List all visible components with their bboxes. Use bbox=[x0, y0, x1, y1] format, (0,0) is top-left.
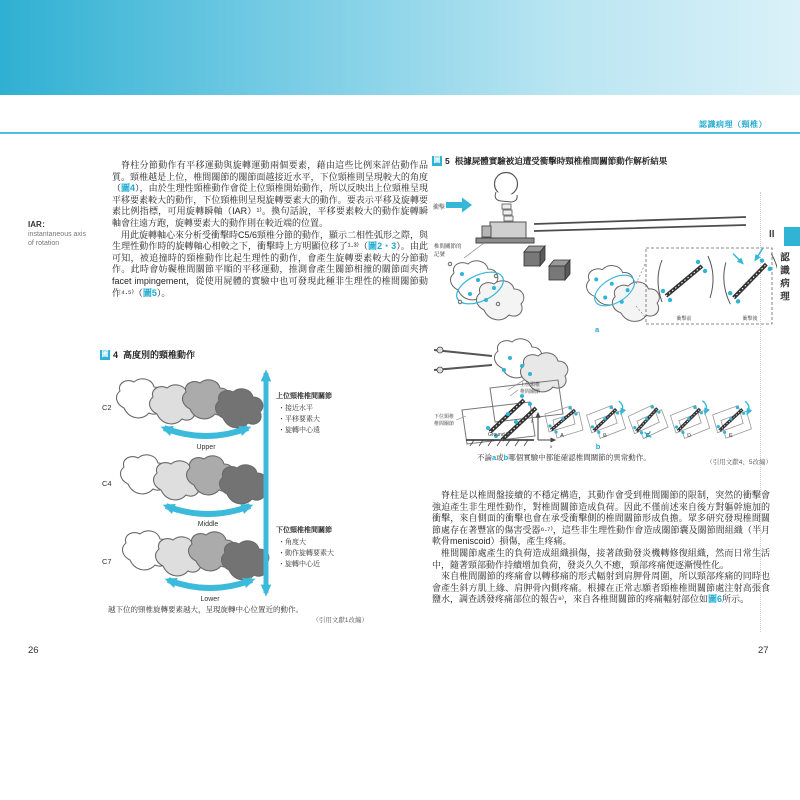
figure5-caption: 不論a或b哪個實驗中都能確認椎間關節的異常動作。 bbox=[477, 453, 651, 462]
c7-vertebra-drawing bbox=[123, 531, 269, 580]
lower-joint-note-heading: 下位頸椎椎間關節 bbox=[276, 527, 332, 534]
figure5-illustration bbox=[432, 168, 777, 458]
figure5-credit: （引用文獻4、5改編） bbox=[706, 459, 772, 466]
sequence-label: E bbox=[728, 432, 733, 440]
sled-rails bbox=[534, 217, 746, 231]
ground-label: Ground h bbox=[488, 432, 509, 438]
ground-line bbox=[466, 432, 534, 446]
facet-marker-label: 記號 bbox=[434, 252, 446, 258]
figure4-title-text: 高度別的頸椎動作 bbox=[123, 350, 196, 360]
figure4-credit: （引用文獻1改編） bbox=[312, 617, 368, 624]
header-rule bbox=[0, 132, 800, 134]
axis-x-label: x bbox=[550, 444, 553, 449]
paragraph: 脊柱是以椎間盤接續的不穩定構造，其動作會受到椎間關節的限制，突然的衝擊會強迫產生非生理性動作，對椎間關節造成負荷。因此不僅前述來自後方對軀幹施加的衝擊，來自側面的衝擊也會在承受衝擊側的椎間關節形成負擔。眾多研究發現椎間關節處存在著豐富的傷害受器⁶·⁷⁾，這些非生理性動作會造成關節囊及關節間組織（半月軟骨meniscoid）損傷，產生疼痛。 bbox=[432, 490, 770, 547]
vertebra-label-c4: C4 bbox=[102, 479, 112, 488]
side-tab-part-number: II bbox=[769, 229, 775, 240]
right-page-body-text bbox=[432, 490, 770, 606]
sled-apparatus-drawing bbox=[476, 173, 746, 244]
motion-sequence-diagrams bbox=[545, 400, 752, 441]
margin-note-term: IAR： bbox=[28, 220, 50, 229]
vertebra-label-c7: C7 bbox=[102, 557, 112, 566]
facet-marker-label: 椎間關節的 bbox=[434, 244, 462, 250]
sequence-label: B bbox=[603, 432, 608, 440]
figure-chip-icon: 圖 bbox=[101, 350, 109, 358]
margin-note-iar bbox=[28, 220, 108, 248]
figure5-title-text: 根據屍體實驗被迫遭受衝擊時頸椎椎間關節動作解析結果 bbox=[454, 156, 668, 166]
figure4-number: 4 bbox=[113, 349, 119, 360]
experiment-b-label: b bbox=[595, 442, 601, 451]
rod-apparatus-drawing bbox=[434, 339, 568, 392]
left-page-body-text bbox=[112, 160, 428, 299]
lower-arc-arrow-icon bbox=[168, 580, 252, 588]
impact-inset-box bbox=[646, 247, 777, 324]
margin-note-def-1: instantaneous axis bbox=[28, 231, 86, 238]
figure5-title bbox=[432, 155, 777, 167]
figure4-illustration bbox=[100, 364, 350, 606]
impact-label: 衝擊 bbox=[433, 205, 446, 211]
specimen-a2-drawing bbox=[585, 261, 662, 326]
side-tab-marker bbox=[784, 227, 800, 246]
c4-vertebra-drawing bbox=[121, 455, 267, 504]
arc-label-upper: Upper bbox=[196, 444, 216, 451]
specimen-a-drawing bbox=[448, 261, 524, 320]
middle-arc-arrow-icon bbox=[166, 506, 250, 514]
paragraph: 椎間關節處產生的負荷造成組織損傷，接著啟動發炎機轉修復組織，然而日常生活中，隨著頸部動作持續增加負荷，發炎久久不癒，頸部疼痛便逐漸慢性化。 bbox=[432, 547, 770, 570]
c2-vertebra-drawing bbox=[117, 379, 263, 428]
header-color-band bbox=[0, 0, 800, 95]
lower-joint-diagram-label: 椎間關節 bbox=[434, 421, 455, 427]
arc-label-middle: Middle bbox=[197, 521, 219, 528]
before-impact-label: 衝擊前 bbox=[676, 316, 692, 322]
upper-joint-note-heading: 上位頸椎椎間關節 bbox=[276, 393, 332, 400]
upper-arc-arrow-icon bbox=[164, 428, 248, 436]
sequence-label: A bbox=[560, 433, 564, 439]
upper-joint-diagram-label: 上位頸椎 bbox=[520, 382, 541, 388]
lower-joint-note-bullet: ・旋轉中心近 bbox=[278, 561, 320, 568]
sequence-label: C bbox=[645, 432, 651, 440]
paragraph: 來自椎間關節的疼痛會以轉移痛的形式輻射到肩胛骨周圍，所以頸部疼痛的同時也會產生斜方肌上緣、肩胛骨內側疼痛。根據在正常志願者頸椎椎間關節處注射高張食鹽水，調查誘發疼痛部位的報告⁸⁾，來自各椎間關節的疼痛輻射部位如圖6所示。 bbox=[432, 571, 770, 605]
before-impact-diagram bbox=[658, 256, 713, 302]
arc-label-lower: Lower bbox=[200, 596, 220, 603]
upper-joint-note-bullet: ・旋轉中心遠 bbox=[278, 427, 320, 434]
figure-chip-icon: 圖 bbox=[433, 157, 441, 164]
page-number-left: 26 bbox=[28, 645, 39, 656]
lower-joint-note-bullet: ・角度大 bbox=[278, 539, 306, 546]
camera-cube-icon bbox=[524, 246, 570, 280]
paragraph: 脊柱分節動作有平移運動與旋轉運動兩個要素，藉由這些比例來評估動作品質。頸椎越是上位，椎間關節的關節面越接近水平，下位頸椎則呈現較大的角度（圖4），由於生理性頸椎動作會從上位頸椎開始動作，所以反映出上位頸椎呈現平移要素較大的動作，下位頸椎則呈現旋轉要素大的動作。要表示平移及旋轉要素比例指標，可用旋轉瞬軸（IAR）¹⁾。換句話說，平移要素較大的動作旋轉瞬軸會往遠方跑，旋轉要素大的動作則在較近端的位置。 bbox=[112, 160, 428, 228]
lower-joint-diagram-label: 下位頸椎 bbox=[434, 414, 455, 420]
upper-joint-note-bullet: ・接近水平 bbox=[278, 405, 313, 412]
vertebra-label-c2: C2 bbox=[102, 403, 112, 412]
upper-joint-note-bullet: ・平移要素大 bbox=[278, 416, 320, 423]
figure4-title bbox=[100, 348, 195, 361]
running-title: 認識病理（頸椎） bbox=[699, 120, 767, 129]
paragraph: 用此旋轉軸心來分析受衝擊時C5/6頸椎分節的動作，顯示二相性弧形之際，與生理性動作時的旋轉軸心相較之下，衝擊時上方明顯位移了¹·³⁾（圖2・3）。由此可知，被追撞時的頸椎動作比起生理性的動作，會產生旋轉要素較大的分節動作。此時會妨礙椎間關節平順的平移運動，推測會產生關節相撞的關節面夾擠facet impingement，從使用屍體的實驗中也可發現此種非生理性的椎間關節動作⁴·⁵⁾（圖5）。 bbox=[112, 229, 429, 298]
upper-joint-diagram-label: 椎間關節 bbox=[520, 389, 541, 395]
figure4-caption: 越下位的頸椎旋轉要素越大，呈現旋轉中心位置近的動作。 bbox=[108, 605, 303, 614]
sequence-label: D bbox=[687, 432, 692, 440]
margin-note-def-2: of rotation bbox=[28, 240, 60, 247]
experiment-a-label: a bbox=[595, 325, 600, 334]
after-impact-diagram bbox=[721, 247, 777, 305]
side-tab-part-title: 認識病理 bbox=[778, 252, 789, 304]
figure5-number: 5 bbox=[445, 156, 450, 166]
page-number-right: 27 bbox=[758, 645, 769, 656]
after-impact-label: 衝擊後 bbox=[742, 316, 758, 322]
impact-arrow-icon bbox=[446, 198, 472, 213]
axis-y-label: y bbox=[531, 418, 534, 423]
lower-joint-note-bullet: ・動作旋轉要素大 bbox=[278, 550, 334, 557]
